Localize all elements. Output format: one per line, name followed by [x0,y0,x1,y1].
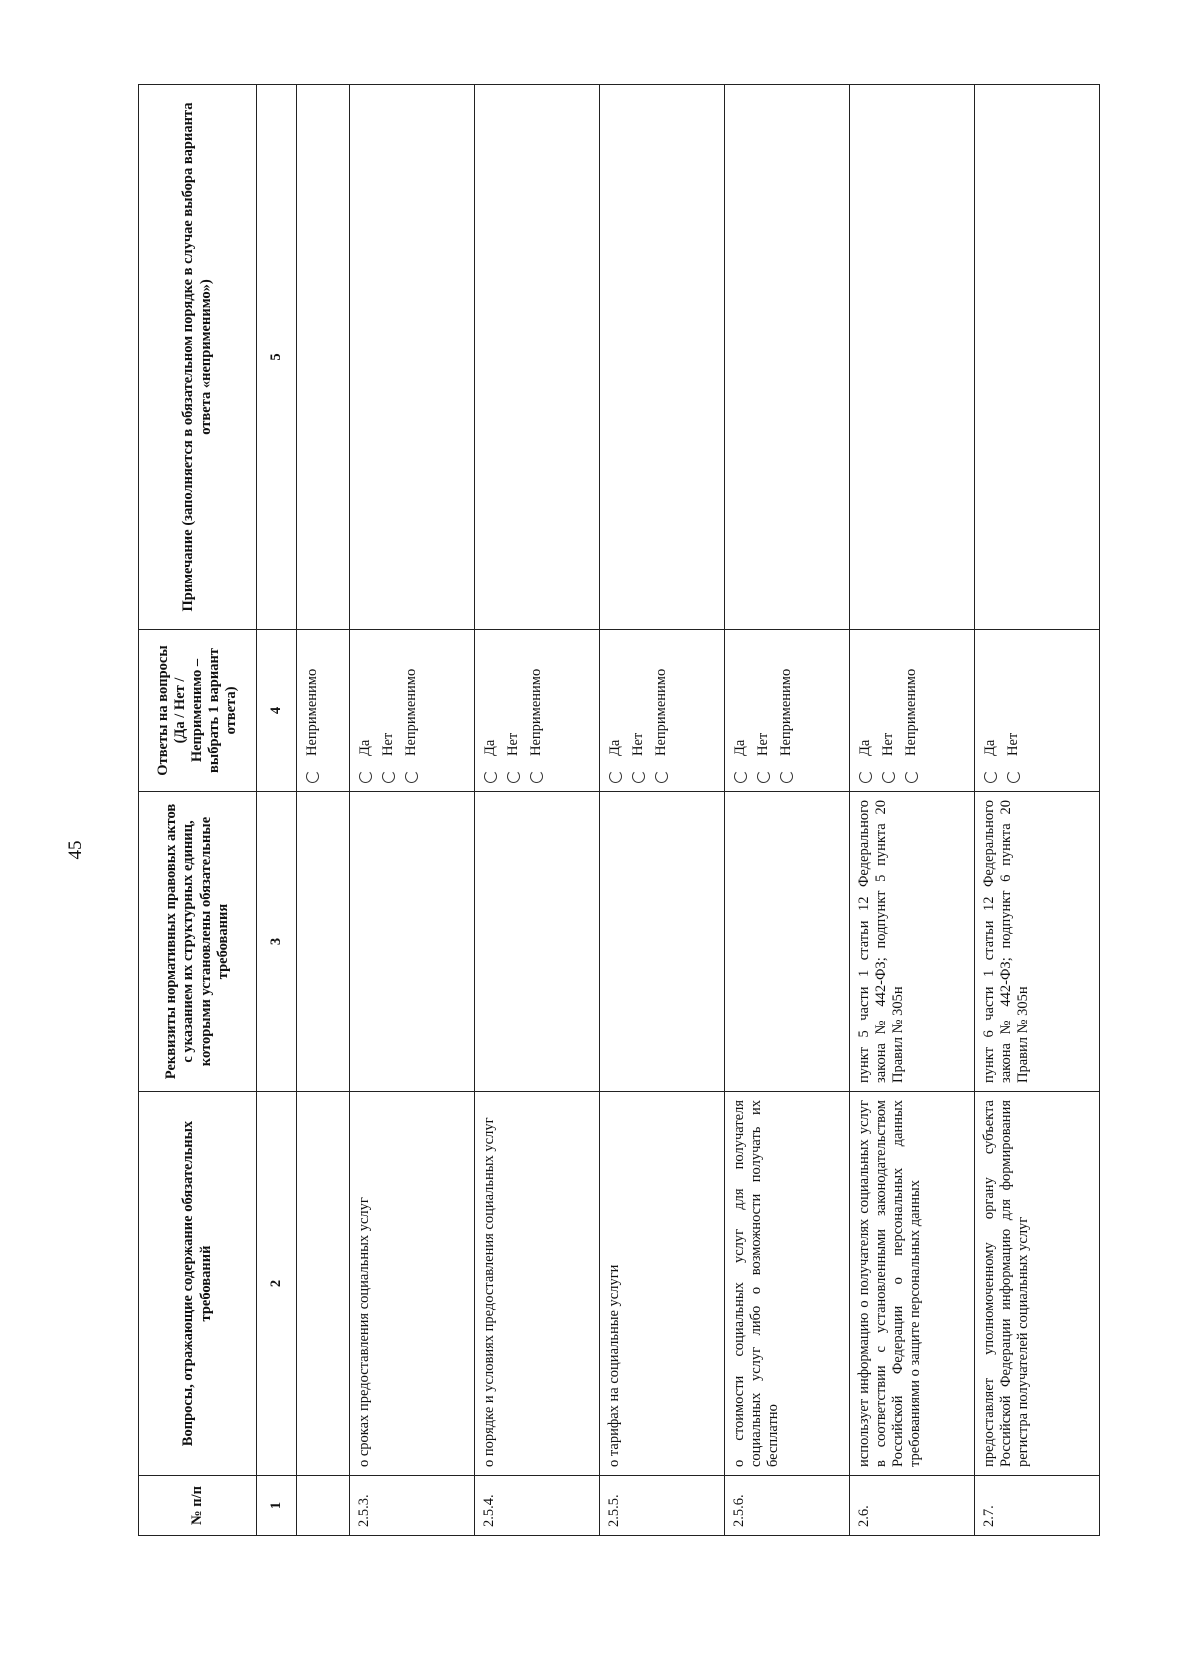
table-row [600,85,725,1536]
answer-option[interactable] [732,638,749,783]
answer-option[interactable] [528,638,545,783]
option-label: Неприменимо [528,668,545,756]
radio-button-icon[interactable] [984,770,997,783]
radio-button-icon[interactable] [530,770,543,783]
option-label: Да [357,739,374,756]
column-number-row [257,85,297,1536]
row-number: 2.5.3. [350,1476,475,1536]
answer-option[interactable] [304,638,321,783]
header-reference: Реквизиты нормативных правовых актов с указанием их структурных единиц, которыми установлены обязательные требования [139,792,257,1092]
table-row [849,85,974,1536]
option-label: Да [482,739,499,756]
column-number: 2 [257,1092,297,1476]
option-label: Неприменимо [653,668,670,756]
answer-cell [849,630,974,792]
row-question: предоставляет уполномоченному органу субъекта Российской Федерации информацию для формирования регистра получателей социальных услуг [974,1092,1099,1476]
option-label: Неприменимо [778,668,795,756]
page-number: 45 [65,840,86,860]
answer-option[interactable] [630,638,647,783]
row-question: о тарифах на социальные услуги [600,1092,725,1476]
radio-button-icon[interactable] [507,770,520,783]
answer-cell [297,630,350,792]
radio-button-icon[interactable] [905,770,918,783]
option-label: Да [732,739,749,756]
answer-option[interactable] [857,638,874,783]
row-reference [475,792,600,1092]
answer-option[interactable] [880,638,897,783]
row-note[interactable] [350,85,475,630]
option-label: Нет [755,732,772,756]
row-reference [725,792,850,1092]
row-reference [350,792,475,1092]
answer-cell [350,630,475,792]
radio-button-icon[interactable] [734,770,747,783]
row-note[interactable] [725,85,850,630]
radio-button-icon[interactable] [757,770,770,783]
row-number: 2.7. [974,1476,1099,1536]
table-row [350,85,475,1536]
radio-button-icon[interactable] [359,770,372,783]
header-note: Примечание (заполняется в обязательном порядке в случае выбора варианта ответа «неприменимо») [139,85,257,630]
option-label: Нет [1005,732,1022,756]
column-number: 3 [257,792,297,1092]
option-label: Да [856,739,873,756]
radio-button-icon[interactable] [306,770,319,783]
radio-button-icon[interactable] [484,770,497,783]
row-number: 2.5.5. [600,1476,725,1536]
header-question: Вопросы, отражающие содержание обязательных требований [139,1092,257,1476]
table-row [974,85,1099,1536]
row-reference: пункт 6 части 1 статьи 12 Федерального закона № 442-ФЗ; подпункт 6 пункта 20 Правил № 305н [974,792,1099,1092]
option-label: Нет [630,732,647,756]
row-note[interactable] [849,85,974,630]
answer-option[interactable] [903,638,920,783]
table-row [475,85,600,1536]
header-num: № п/п [139,1476,257,1536]
answer-option[interactable] [403,638,420,783]
radio-button-icon[interactable] [780,770,793,783]
radio-button-icon[interactable] [632,770,645,783]
continuation-row [297,85,350,1536]
row-number: 2.5.4. [475,1476,600,1536]
row-question: о стоимости социальных услуг для получателя социальных услуг либо о возможности получать их бесплатно [725,1092,850,1476]
checklist-table [138,84,1100,1536]
table-row [725,85,850,1536]
option-label: Нет [380,732,397,756]
radio-button-icon[interactable] [382,770,395,783]
answer-option[interactable] [1005,638,1022,783]
option-label: Неприменимо [403,668,420,756]
header-row [139,85,257,1536]
option-label: Неприменимо [903,668,920,756]
row-reference: пункт 5 части 1 статьи 12 Федерального закона № 442-ФЗ; подпункт 5 пункта 20 Правил № 305н [849,792,974,1092]
answer-option[interactable] [482,638,499,783]
radio-button-icon[interactable] [405,770,418,783]
answer-cell [475,630,600,792]
answer-cell [600,630,725,792]
column-number: 4 [257,630,297,792]
answer-option[interactable] [607,638,624,783]
answer-option[interactable] [982,638,999,783]
row-note[interactable] [600,85,725,630]
option-label: Нет [505,732,522,756]
option-label: Да [607,739,624,756]
column-number: 5 [257,85,297,630]
row-question: использует информацию о получателях социальных услуг в соответствии с установленными законодательством Российской Федерации о персональных данных требованиями о защите персональных данных [849,1092,974,1476]
row-question: о порядке и условиях предоставления социальных услуг [475,1092,600,1476]
option-label: Неприменимо [304,668,321,756]
row-number: 2.6. [849,1476,974,1536]
column-number: 1 [257,1476,297,1536]
row-number: 2.5.6. [725,1476,850,1536]
option-label: Да [981,739,998,756]
answer-option[interactable] [380,638,397,783]
radio-button-icon[interactable] [655,770,668,783]
radio-button-icon[interactable] [859,770,872,783]
radio-button-icon[interactable] [882,770,895,783]
checklist-table-container [138,85,1100,1536]
answer-option[interactable] [505,638,522,783]
radio-button-icon[interactable] [609,770,622,783]
row-note[interactable] [475,85,600,630]
option-label: Нет [880,732,897,756]
radio-button-icon[interactable] [1007,770,1020,783]
header-answers: Ответы на вопросы (Да / Нет / Неприменимо – выбрать 1 вариант ответа) [139,630,257,792]
answer-option[interactable] [778,638,795,783]
row-reference [600,792,725,1092]
row-question: о сроках предоставления социальных услуг [350,1092,475,1476]
answer-option[interactable] [755,638,772,783]
answer-cell [725,630,850,792]
answer-option[interactable] [357,638,374,783]
answer-option[interactable] [653,638,670,783]
answer-cell [974,630,1099,792]
row-note[interactable] [974,85,1099,630]
